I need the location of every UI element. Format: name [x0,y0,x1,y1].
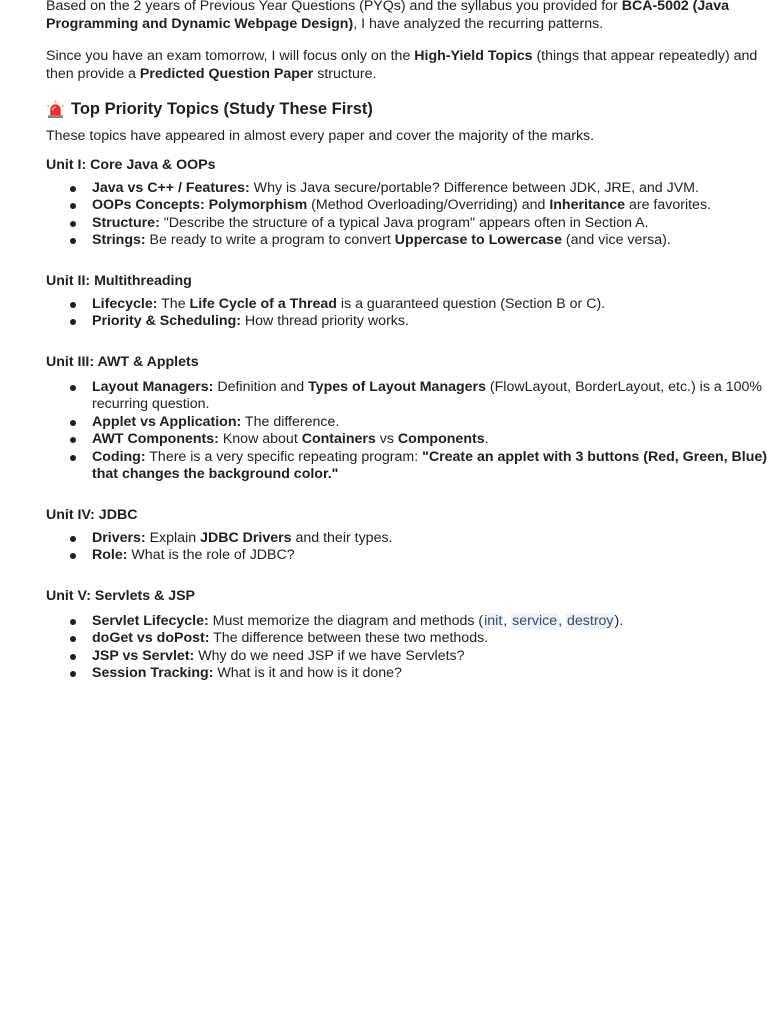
exam-text-end: structure. [313,65,377,82]
item-label: Session Tracking: [92,665,214,681]
list-item [92,180,768,198]
item-label: AWT Components: [92,431,219,447]
list-item [92,414,768,432]
list-item [92,197,768,215]
item-emphasis: Inheritance [549,197,626,213]
item-text: (and vice versa). [561,232,671,248]
list-item [92,313,768,331]
unit-4-title: Unit IV: JDBC [46,506,138,523]
code-destroy: destroy [567,612,614,629]
item-label: Java vs C++ / Features: [92,179,250,196]
intro-text-end: , I have analyzed the recurring patterns. [353,15,604,32]
item-text: is a guaranteed question (Section B or C). [336,295,606,312]
item-text: "Describe the structure of a typical Java program" appears often in Section A. [159,214,649,231]
unit-3-title: Unit III: AWT & Applets [46,353,199,370]
intro-text: Based on the 2 years of Previous Year Questions (PYQs) and the syllabus you provided for [46,0,622,14]
item-text: Explain [145,529,201,546]
list-item [92,449,768,484]
item-emphasis: Uppercase to Lowercase [394,232,562,248]
list-item [92,648,768,666]
unit-1-title: Unit I: Core Java & OOPs [46,156,216,173]
item-text: Must memorize the diagram and methods ( [208,612,484,629]
unit-3 [46,353,768,484]
item-label: Lifecycle: [92,295,158,312]
list-item [92,232,768,250]
document-body [46,0,768,705]
siren-icon [46,100,65,119]
exam-paragraph [46,48,768,83]
unit-5-title: Unit V: Servlets & JSP [46,587,196,604]
item-text: The difference. [241,413,340,430]
item-text: What is it and how is it done? [213,665,402,681]
item-label: Coding: [92,448,146,465]
list-item [92,530,768,548]
unit-4-list [46,530,768,565]
unit-4 [46,506,768,565]
item-text: (FlowLayout, BorderLayout, etc.) is a 100% recurring question. [92,378,762,412]
item-label: Drivers: [92,529,146,546]
item-label: Priority & Scheduling: [92,313,241,329]
section-description: These topics have appeared in almost every paper and cover the majority of the marks. [46,128,595,144]
list-item [92,613,768,631]
item-text: and their types. [291,529,393,546]
item-text: Why is Java secure/portable? Difference between JDK, JRE, and JVM. [249,179,699,196]
item-text: (Method Overloading/Overriding) and [307,197,550,213]
unit-2 [46,272,768,331]
item-separator: , [503,612,512,629]
section-title: Top Priority Topics (Study These First) [71,100,373,118]
code-service: service [512,612,558,629]
item-emphasis: "Create an applet with 3 buttons (Red, Green, Blue) that changes the background color." [92,448,768,482]
exam-text: Since you have an exam tomorrow, I will focus only on the [46,48,415,64]
item-label: doGet vs doPost: [92,630,210,646]
item-text: Definition and [213,378,309,395]
item-emphasis: Types of Layout Managers [308,378,486,395]
course-code: BCA-5002 (Java Programming and Dynamic Webpage Design) [46,0,729,32]
item-text: ). [614,612,624,629]
item-label: OOPs Concepts: Polymorphism [92,197,308,213]
item-label: Layout Managers: [92,378,214,395]
list-item [92,379,768,414]
section-heading [46,98,768,120]
unit-5-list [46,613,768,683]
item-separator: , [558,612,566,629]
item-label: Applet vs Application: [92,413,242,430]
item-label: Structure: [92,214,160,231]
list-item [92,630,768,648]
exam-text-mid: (things that appear repeatedly) and then provide a [46,48,758,82]
unit-2-list [46,296,768,331]
predicted-paper-label: Predicted Question Paper [139,65,314,82]
list-item [92,431,768,449]
item-text: . [484,431,489,447]
item-text: What is the role of JDBC? [127,547,295,563]
item-emphasis: JDBC Drivers [200,529,292,546]
item-text: There is a very specific repeating program: [145,448,423,465]
item-text: The difference between these two methods. [209,630,489,646]
intro-paragraph [46,0,768,33]
item-text: The [157,295,190,312]
item-text: are favorites. [625,197,711,213]
unit-1-list [46,180,768,250]
item-label: Role: [92,547,128,563]
item-text: Why do we need JSP if we have Servlets? [194,647,465,664]
item-label: Strings: [92,232,146,248]
item-text: Be ready to write a program to convert [145,232,395,248]
list-item [92,296,768,314]
unit-2-title: Unit II: Multithreading [46,272,192,289]
list-item [92,665,768,683]
item-emphasis: Life Cycle of a Thread [189,295,337,312]
high-yield-label: High-Yield Topics [414,48,533,64]
item-emphasis: Components [397,431,485,447]
list-item [92,215,768,233]
list-item [92,547,768,565]
unit-5 [46,587,768,683]
item-emphasis: Containers [301,431,376,447]
unit-3-list [46,379,768,484]
item-text: How thread priority works. [240,313,409,329]
unit-1 [46,156,768,250]
item-label: Servlet Lifecycle: [92,612,209,629]
code-init: init [484,612,503,629]
item-text: Know about [218,431,302,447]
item-text: vs [375,431,398,447]
item-label: JSP vs Servlet: [92,647,195,664]
